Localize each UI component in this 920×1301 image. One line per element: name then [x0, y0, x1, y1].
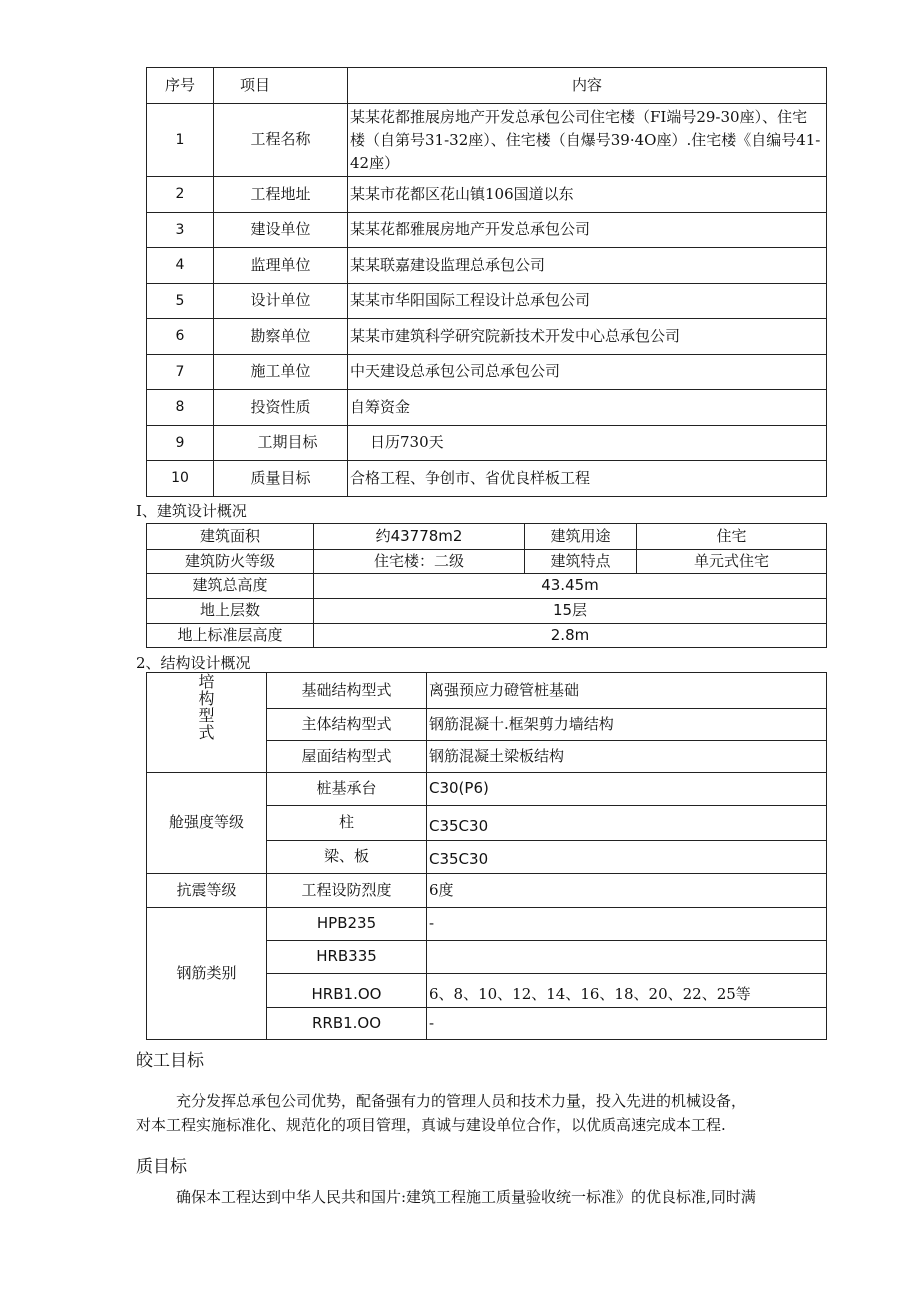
row-item: 工程地址: [214, 177, 348, 213]
row-content: 中天建设总承包公司总承包公司: [348, 355, 827, 390]
table-row: [147, 104, 827, 177]
row-item: 工程名称: [214, 104, 348, 177]
row-content: 合格工程、争创市、省优良样板工程: [348, 461, 827, 497]
section-heading-architecture: I、建筑设计概况: [136, 502, 247, 520]
schedule-paragraph-line1: 充分发挥总承包公司优势，配备强有力的管理人员和技术力量，投入先进的机械设备，: [176, 1092, 747, 1110]
roof-value: 钢筋混凝土梁板结构: [427, 741, 827, 773]
row-no: 3: [147, 213, 214, 248]
area-label: 建筑面积: [147, 524, 314, 550]
table-row: [147, 524, 827, 550]
rebar-value: [427, 941, 827, 974]
std-height-value: 2.8m: [314, 624, 827, 648]
feature-label: 建筑特点: [525, 550, 637, 574]
section-heading-structure: 2、结构设计概况: [136, 654, 251, 672]
column-label: 柱: [267, 806, 427, 841]
row-item: 建设单位: [214, 213, 348, 248]
schedule-paragraph-line2: 对本工程实施标准化、规范化的项目管理，真诚与建设单位合作，以优质高速完成本工程.: [136, 1116, 726, 1134]
architecture-table: [146, 523, 827, 648]
row-no: 6: [147, 319, 214, 355]
row-item: 工期目标: [214, 426, 348, 461]
row-no: 7: [147, 355, 214, 390]
beam-value: C35C30: [427, 841, 827, 874]
row-content: 某某市花都区花山镇106国道以东: [348, 177, 827, 213]
row-content: 某某花都推展房地产开发总承包公司住宅楼（FI端号29-30座）、住宅楼（自第号31-32座）、住宅楼（自爆号39·4O座）.住宅楼《自编号41-42座）: [348, 104, 827, 177]
row-content: 某某市华阳国际工程设计总承包公司: [348, 284, 827, 319]
row-no: 2: [147, 177, 214, 213]
group-char: 培: [198, 672, 215, 691]
group-char: 式: [198, 723, 215, 742]
structure-type-group: [147, 673, 267, 773]
height-label: 建筑总高度: [147, 574, 314, 599]
feature-value: 单元式住宅: [637, 550, 827, 574]
schedule-heading: 皎工目标: [136, 1051, 204, 1071]
row-no: 5: [147, 284, 214, 319]
rebar-value: 6、8、10、12、14、16、18、20、22、25等: [427, 974, 827, 1008]
table-row: [147, 624, 827, 648]
seismic-label: 工程设防烈度: [267, 874, 427, 908]
column-value: C35C30: [427, 806, 827, 841]
table-row: [147, 673, 827, 709]
seismic-group: 抗震等级: [147, 874, 267, 908]
row-item: 勘察单位: [214, 319, 348, 355]
row-no: 9: [147, 426, 214, 461]
rebar-label: RRB1.OO: [267, 1008, 427, 1040]
table-row: [147, 461, 827, 497]
main-label: 主体结构型式: [267, 709, 427, 741]
table-row: [147, 599, 827, 624]
quality-heading: 质目标: [136, 1157, 187, 1177]
height-value: 43.45m: [314, 574, 827, 599]
table-header-row: [147, 68, 827, 104]
rebar-group: 钢筋类别: [147, 908, 267, 1040]
row-no: 8: [147, 390, 214, 426]
table-row: [147, 284, 827, 319]
header-content: 内容: [348, 68, 827, 104]
foundation-value: 离强预应力磴管桩基础: [427, 673, 827, 709]
use-value: 住宅: [637, 524, 827, 550]
header-item: 项目: [214, 68, 348, 104]
fire-label: 建筑防火等级: [147, 550, 314, 574]
pile-value: C30(P6): [427, 773, 827, 806]
row-no: 10: [147, 461, 214, 497]
table-row: [147, 213, 827, 248]
row-item: 监理单位: [214, 248, 348, 284]
seismic-value: 6度: [427, 874, 827, 908]
table-row: [147, 550, 827, 574]
row-no: 4: [147, 248, 214, 284]
use-label: 建筑用途: [525, 524, 637, 550]
table-row: [147, 355, 827, 390]
floors-label: 地上层数: [147, 599, 314, 624]
table-row: [147, 908, 827, 941]
beam-label: 梁、板: [267, 841, 427, 874]
rebar-label: HRB335: [267, 941, 427, 974]
table-row: [147, 574, 827, 599]
rebar-value: -: [427, 908, 827, 941]
strength-group: 舱强度等级: [147, 773, 267, 874]
std-height-label: 地上标准层高度: [147, 624, 314, 648]
table-row: [147, 426, 827, 461]
row-content: 某某花都雅展房地产开发总承包公司: [348, 213, 827, 248]
row-item: 设计单位: [214, 284, 348, 319]
table-row: [147, 773, 827, 806]
floors-value: 15层: [314, 599, 827, 624]
rebar-label: HPB235: [267, 908, 427, 941]
project-overview-table: [146, 67, 827, 497]
group-char: 构: [198, 689, 215, 708]
row-content: 某某联嘉建设监理总承包公司: [348, 248, 827, 284]
quality-paragraph-line1: 确保本工程达到中华人民共和国片:建筑工程施工质量验收统一标准》的优良标准,同时满: [176, 1188, 756, 1206]
table-row: [147, 248, 827, 284]
area-value: 约43778m2: [314, 524, 525, 550]
table-row: [147, 319, 827, 355]
rebar-value: -: [427, 1008, 827, 1040]
row-content: 某某市建筑科学研究院新技术开发中心总承包公司: [348, 319, 827, 355]
header-no: 序号: [147, 68, 214, 104]
structure-table: [146, 672, 827, 1040]
roof-label: 屋面结构型式: [267, 741, 427, 773]
row-item: 投资性质: [214, 390, 348, 426]
table-row: [147, 390, 827, 426]
table-row: [147, 177, 827, 213]
row-no: 1: [147, 104, 214, 177]
foundation-label: 基础结构型式: [267, 673, 427, 709]
main-value: 钢筋混凝十.框架剪力墙结构: [427, 709, 827, 741]
row-content: 日历730天: [348, 426, 827, 461]
pile-label: 桩基承台: [267, 773, 427, 806]
row-content: 自筹资金: [348, 390, 827, 426]
fire-value: 住宅楼：二级: [314, 550, 525, 574]
rebar-label: HRB1.OO: [267, 974, 427, 1008]
group-char: 型: [198, 706, 215, 725]
table-row: [147, 874, 827, 908]
row-item: 质量目标: [214, 461, 348, 497]
row-item: 施工单位: [214, 355, 348, 390]
